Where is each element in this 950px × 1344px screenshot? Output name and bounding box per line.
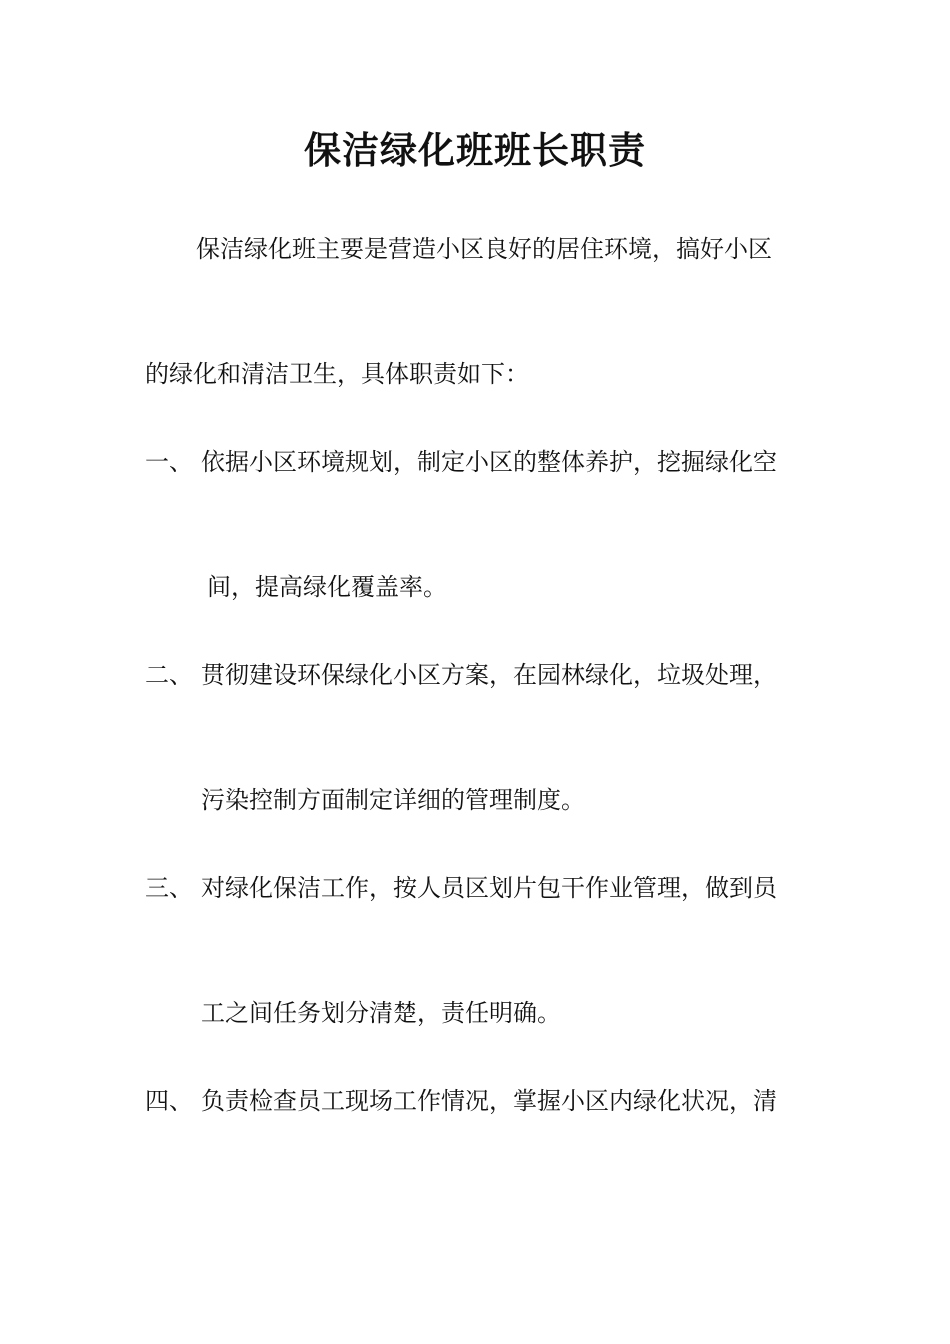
item-1-number: 一、 — [145, 448, 193, 476]
item-3-line-2: 工之间任务划分清楚，责任明确。 — [201, 999, 561, 1027]
document-title: 保洁绿化班班长职责 — [304, 128, 646, 172]
item-3-line-1: 对绿化保洁工作，按人员区划片包干作业管理，做到员 — [201, 874, 777, 902]
item-1-line-2: 间，提高绿化覆盖率。 — [207, 573, 447, 601]
item-3-number: 三、 — [145, 874, 193, 902]
item-2-line-2: 污染控制方面制定详细的管理制度。 — [201, 786, 585, 814]
item-1-line-1: 依据小区环境规划，制定小区的整体养护，挖掘绿化空 — [201, 448, 777, 476]
intro-line-2: 的绿化和清洁卫生，具体职责如下： — [145, 360, 529, 388]
intro-line-1: 保洁绿化班主要是营造小区良好的居住环境，搞好小区 — [196, 235, 772, 263]
item-4-line-1: 负责检查员工现场工作情况，掌握小区内绿化状况，清 — [201, 1087, 777, 1115]
item-4-number: 四、 — [145, 1087, 193, 1115]
item-2-line-1: 贯彻建设环保绿化小区方案，在园林绿化，垃圾处理， — [201, 661, 777, 689]
item-2-number: 二、 — [145, 661, 193, 689]
